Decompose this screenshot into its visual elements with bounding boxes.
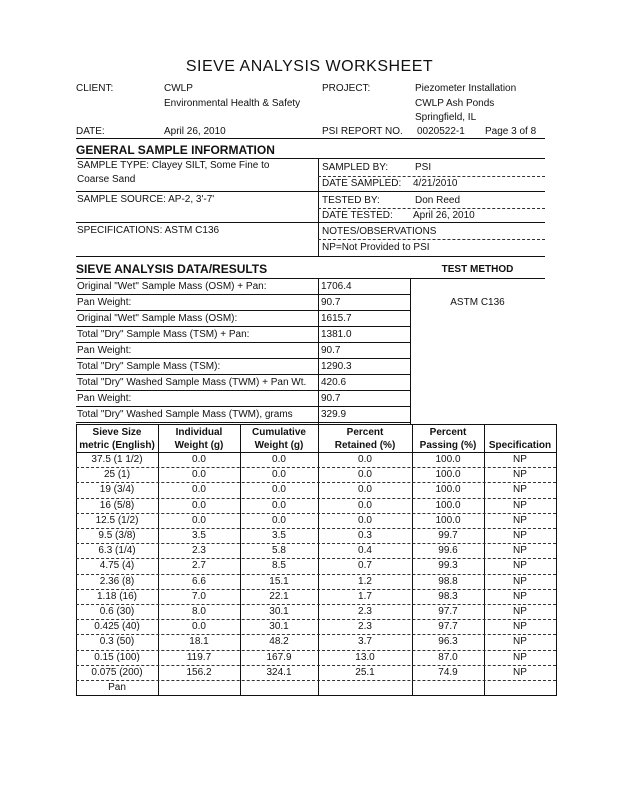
cell-percent-retained: 0.4 bbox=[358, 545, 372, 557]
cell-percent-passing: 100.0 bbox=[435, 469, 461, 481]
cell-sieve-size: 37.5 (1 1/2) bbox=[91, 454, 143, 465]
column-header-percent-retained-line2: Retained (%) bbox=[334, 440, 396, 451]
cell-individual-weight: 156.2 bbox=[186, 666, 212, 678]
cell-specification: NP bbox=[513, 484, 527, 496]
general-divider bbox=[318, 158, 319, 256]
page-title: SIEVE ANALYSIS WORKSHEET bbox=[185, 58, 434, 75]
mass-row-rule bbox=[76, 406, 410, 407]
cell-specification: NP bbox=[513, 499, 527, 511]
project-line1: Piezometer Installation bbox=[415, 83, 517, 94]
cell-individual-weight: 119.7 bbox=[186, 651, 212, 663]
client-dept: Environmental Health & Safety bbox=[164, 98, 301, 109]
cell-specification: NP bbox=[513, 666, 527, 678]
column-header-percent-passing-line2: Passing (%) bbox=[419, 440, 477, 451]
mass-row-value: 90.7 bbox=[321, 345, 341, 356]
cell-percent-passing: 74.9 bbox=[438, 666, 458, 678]
date-value: April 26, 2010 bbox=[164, 126, 226, 137]
date-label: DATE: bbox=[76, 126, 105, 137]
sample-type-line2: Coarse Sand bbox=[77, 174, 136, 185]
cell-cumulative-weight: 15.1 bbox=[269, 575, 289, 587]
cell-sieve-size: 25 (1) bbox=[103, 469, 131, 481]
cell-percent-retained: 2.3 bbox=[358, 606, 372, 617]
cell-cumulative-weight: 324.1 bbox=[266, 666, 292, 678]
mass-row-value: 420.6 bbox=[321, 377, 347, 388]
mass-row-value: 90.7 bbox=[321, 393, 341, 404]
cell-percent-retained: 0.7 bbox=[358, 560, 372, 572]
cell-percent-retained: 25.1 bbox=[355, 666, 375, 678]
results-heading: SIEVE ANALYSIS DATA/RESULTS bbox=[76, 262, 268, 276]
general-top-rule bbox=[76, 158, 545, 159]
cell-individual-weight: 2.3 bbox=[192, 545, 206, 557]
general-left-rule-2 bbox=[76, 222, 318, 223]
cell-specification: NP bbox=[513, 514, 527, 526]
cell-percent-passing: 100.0 bbox=[435, 499, 461, 511]
cell-percent-retained: 0.0 bbox=[358, 484, 372, 496]
general-bottom-rule bbox=[76, 256, 545, 257]
sampled-by-label: SAMPLED BY: bbox=[322, 162, 389, 173]
column-header-sieve-size-line2: metric (English) bbox=[79, 440, 155, 451]
cell-cumulative-weight: 0.0 bbox=[272, 469, 286, 481]
project-label: PROJECT: bbox=[322, 83, 371, 94]
cell-percent-passing: 99.3 bbox=[438, 560, 458, 572]
mass-row-label: Original "Wet" Sample Mass (OSM) + Pan: bbox=[77, 281, 267, 292]
cell-cumulative-weight: 3.5 bbox=[272, 530, 286, 541]
cell-specification: NP bbox=[513, 545, 527, 557]
date-tested-value: April 26, 2010 bbox=[413, 210, 475, 221]
results-label-divider bbox=[318, 278, 319, 424]
mass-row-rule bbox=[76, 310, 410, 311]
cell-percent-retained: 0.0 bbox=[358, 514, 372, 526]
cell-individual-weight: 0.0 bbox=[192, 621, 206, 633]
column-header-cumulative-weight-line1: Cumulative bbox=[252, 427, 306, 438]
cell-specification: NP bbox=[513, 454, 527, 465]
report-value: 0020522-1 bbox=[417, 126, 465, 137]
mass-row-rule bbox=[76, 294, 410, 295]
cell-sieve-size: Pan bbox=[108, 682, 126, 693]
table-row-rule bbox=[76, 695, 556, 696]
cell-cumulative-weight: 0.0 bbox=[272, 499, 286, 511]
cell-percent-retained: 0.0 bbox=[358, 499, 372, 511]
header-rule bbox=[76, 138, 545, 139]
table-column-rule bbox=[556, 424, 557, 696]
cell-percent-retained: 1.2 bbox=[358, 575, 372, 587]
cell-sieve-size: 0.6 (30) bbox=[99, 606, 135, 617]
general-right-rule-1 bbox=[318, 176, 545, 177]
test-method-label: TEST METHOD bbox=[441, 264, 514, 275]
cell-percent-retained: 0.0 bbox=[358, 469, 372, 481]
cell-individual-weight: 3.5 bbox=[192, 530, 206, 541]
mass-row-label: Total "Dry" Washed Sample Mass (TWM), grams bbox=[77, 409, 293, 420]
general-right-rule-2 bbox=[318, 191, 545, 192]
notes-label: NOTES/OBSERVATIONS bbox=[322, 226, 437, 237]
table-row-rule bbox=[76, 634, 556, 635]
table-row-rule bbox=[76, 528, 556, 529]
table-row-rule bbox=[76, 482, 556, 483]
cell-cumulative-weight: 167.9 bbox=[266, 651, 292, 663]
column-header-percent-passing-line1: Percent bbox=[429, 427, 467, 438]
column-header-percent-retained-line1: Percent bbox=[346, 427, 384, 438]
cell-cumulative-weight: 8.5 bbox=[272, 560, 286, 572]
mass-row-rule bbox=[76, 326, 410, 327]
mass-row-rule bbox=[76, 390, 410, 391]
cell-sieve-size: 12.5 (1/2) bbox=[95, 514, 139, 526]
cell-sieve-size: 0.075 (200) bbox=[91, 666, 143, 678]
cell-specification: NP bbox=[513, 621, 527, 633]
cell-cumulative-weight: 5.8 bbox=[272, 545, 286, 557]
table-row-rule bbox=[76, 604, 556, 605]
general-right-rule-4 bbox=[318, 222, 545, 223]
cell-percent-passing: 96.3 bbox=[438, 636, 458, 648]
cell-specification: NP bbox=[513, 651, 527, 663]
date-sampled-value: 4/21/2010 bbox=[413, 178, 458, 189]
mass-row-value: 1290.3 bbox=[321, 361, 352, 372]
cell-sieve-size: 0.15 (100) bbox=[94, 651, 140, 663]
mass-row-label: Pan Weight: bbox=[77, 297, 132, 308]
date-sampled-label: DATE SAMPLED: bbox=[322, 178, 402, 189]
cell-specification: NP bbox=[513, 469, 527, 481]
cell-specification: NP bbox=[513, 560, 527, 572]
cell-cumulative-weight: 22.1 bbox=[269, 590, 289, 602]
cell-specification: NP bbox=[513, 530, 527, 541]
mass-row-rule bbox=[76, 342, 410, 343]
mass-row-value: 1706.4 bbox=[321, 281, 352, 292]
project-line2: CWLP Ash Ponds bbox=[415, 98, 495, 109]
cell-individual-weight: 0.0 bbox=[192, 499, 206, 511]
general-left-rule-1 bbox=[76, 191, 318, 192]
cell-individual-weight: 0.0 bbox=[192, 469, 206, 481]
mass-row-rule bbox=[76, 374, 410, 375]
cell-percent-passing: 100.0 bbox=[435, 514, 461, 526]
cell-individual-weight: 0.0 bbox=[192, 514, 206, 526]
tested-by-value: Don Reed bbox=[415, 195, 461, 206]
test-method-value: ASTM C136 bbox=[450, 297, 505, 308]
client-name: CWLP bbox=[164, 83, 193, 94]
tested-by-label: TESTED BY: bbox=[322, 195, 380, 206]
cell-cumulative-weight: 30.1 bbox=[269, 606, 289, 617]
mass-row-label: Original "Wet" Sample Mass (OSM): bbox=[77, 313, 238, 324]
cell-specification: NP bbox=[513, 590, 527, 602]
notes-value: NP=Not Provided to PSI bbox=[322, 242, 430, 253]
column-header-cumulative-weight-line2: Weight (g) bbox=[254, 440, 304, 451]
cell-specification: NP bbox=[513, 575, 527, 587]
cell-cumulative-weight: 0.0 bbox=[272, 454, 286, 465]
page-number: Page 3 of 8 bbox=[485, 126, 537, 137]
mass-row-value: 1381.0 bbox=[321, 329, 352, 340]
mass-row-label: Total "Dry" Washed Sample Mass (TWM) + Pan Wt. bbox=[77, 377, 307, 388]
project-line3: Springfield, IL bbox=[415, 112, 477, 123]
table-row-rule bbox=[76, 467, 556, 468]
cell-sieve-size: 9.5 (3/8) bbox=[98, 530, 136, 541]
table-row-rule bbox=[76, 543, 556, 544]
column-header-sieve-size-line1: Sieve Size bbox=[92, 427, 142, 438]
cell-percent-retained: 0.0 bbox=[358, 454, 372, 465]
cell-sieve-size: 1.18 (16) bbox=[96, 590, 138, 602]
cell-sieve-size: 0.3 (50) bbox=[99, 636, 135, 648]
mass-row-rule bbox=[76, 422, 410, 423]
cell-percent-passing: 97.7 bbox=[438, 621, 458, 633]
cell-cumulative-weight: 30.1 bbox=[269, 621, 289, 633]
mass-row-label: Total "Dry" Sample Mass (TSM): bbox=[77, 361, 221, 372]
cell-individual-weight: 7.0 bbox=[192, 590, 206, 602]
cell-percent-passing: 99.7 bbox=[438, 530, 458, 541]
sample-source: SAMPLE SOURCE: AP-2, 3'-7' bbox=[77, 194, 215, 205]
column-header-individual-weight-line2: Weight (g) bbox=[174, 440, 224, 451]
mass-row-rule bbox=[76, 358, 410, 359]
cell-percent-passing: 87.0 bbox=[438, 651, 458, 663]
cell-individual-weight: 6.6 bbox=[192, 575, 206, 587]
cell-individual-weight: 0.0 bbox=[192, 484, 206, 496]
mass-row-label: Total "Dry" Sample Mass (TSM) + Pan: bbox=[77, 329, 250, 340]
cell-specification: NP bbox=[513, 606, 527, 617]
general-heading: GENERAL SAMPLE INFORMATION bbox=[76, 143, 275, 157]
cell-sieve-size: 2.36 (8) bbox=[99, 575, 135, 587]
cell-individual-weight: 18.1 bbox=[189, 636, 209, 648]
column-header-specification-line2: Specification bbox=[488, 440, 552, 451]
cell-sieve-size: 16 (5/8) bbox=[99, 499, 135, 511]
cell-percent-passing: 100.0 bbox=[435, 454, 461, 465]
cell-percent-retained: 1.7 bbox=[358, 590, 372, 602]
column-header-individual-weight-line1: Individual bbox=[175, 427, 223, 438]
mass-row-value: 329.9 bbox=[321, 409, 347, 420]
cell-cumulative-weight: 0.0 bbox=[272, 484, 286, 496]
mass-row-label: Pan Weight: bbox=[77, 345, 132, 356]
cell-sieve-size: 19 (3/4) bbox=[99, 484, 135, 496]
client-label: CLIENT: bbox=[76, 83, 114, 94]
table-row-rule bbox=[76, 680, 556, 681]
report-label: PSI REPORT NO. bbox=[322, 126, 403, 137]
cell-percent-retained: 3.7 bbox=[358, 636, 372, 648]
cell-percent-retained: 13.0 bbox=[355, 651, 375, 663]
cell-percent-passing: 100.0 bbox=[435, 484, 461, 496]
cell-percent-retained: 0.3 bbox=[358, 530, 372, 541]
cell-individual-weight: 8.0 bbox=[192, 606, 206, 617]
sampled-by-value: PSI bbox=[415, 162, 432, 173]
cell-sieve-size: 4.75 (4) bbox=[99, 560, 135, 572]
table-row-rule bbox=[76, 558, 556, 559]
general-right-rule-5 bbox=[318, 239, 545, 240]
cell-cumulative-weight: 48.2 bbox=[269, 636, 289, 648]
cell-percent-retained: 2.3 bbox=[358, 621, 372, 633]
general-right-rule-3 bbox=[318, 208, 545, 209]
table-row-rule bbox=[76, 619, 556, 620]
cell-percent-passing: 98.8 bbox=[438, 575, 458, 587]
cell-percent-passing: 99.6 bbox=[438, 545, 458, 557]
specifications: SPECIFICATIONS: ASTM C136 bbox=[77, 225, 220, 236]
cell-percent-passing: 98.3 bbox=[438, 590, 458, 602]
date-tested-label: DATE TESTED: bbox=[322, 210, 393, 221]
cell-percent-passing: 97.7 bbox=[438, 606, 458, 617]
cell-individual-weight: 0.0 bbox=[192, 454, 206, 465]
mass-row-value: 1615.7 bbox=[321, 313, 352, 324]
results-top-rule bbox=[76, 278, 545, 279]
sample-type-line1: SAMPLE TYPE: Clayey SILT, Some Fine to bbox=[77, 160, 270, 171]
mass-row-label: Pan Weight: bbox=[77, 393, 132, 404]
cell-cumulative-weight: 0.0 bbox=[272, 514, 286, 526]
mass-row-value: 90.7 bbox=[321, 297, 341, 308]
cell-specification: NP bbox=[513, 636, 527, 648]
cell-individual-weight: 2.7 bbox=[192, 560, 206, 572]
cell-sieve-size: 6.3 (1/4) bbox=[98, 545, 136, 557]
cell-sieve-size: 0.425 (40) bbox=[94, 621, 140, 633]
